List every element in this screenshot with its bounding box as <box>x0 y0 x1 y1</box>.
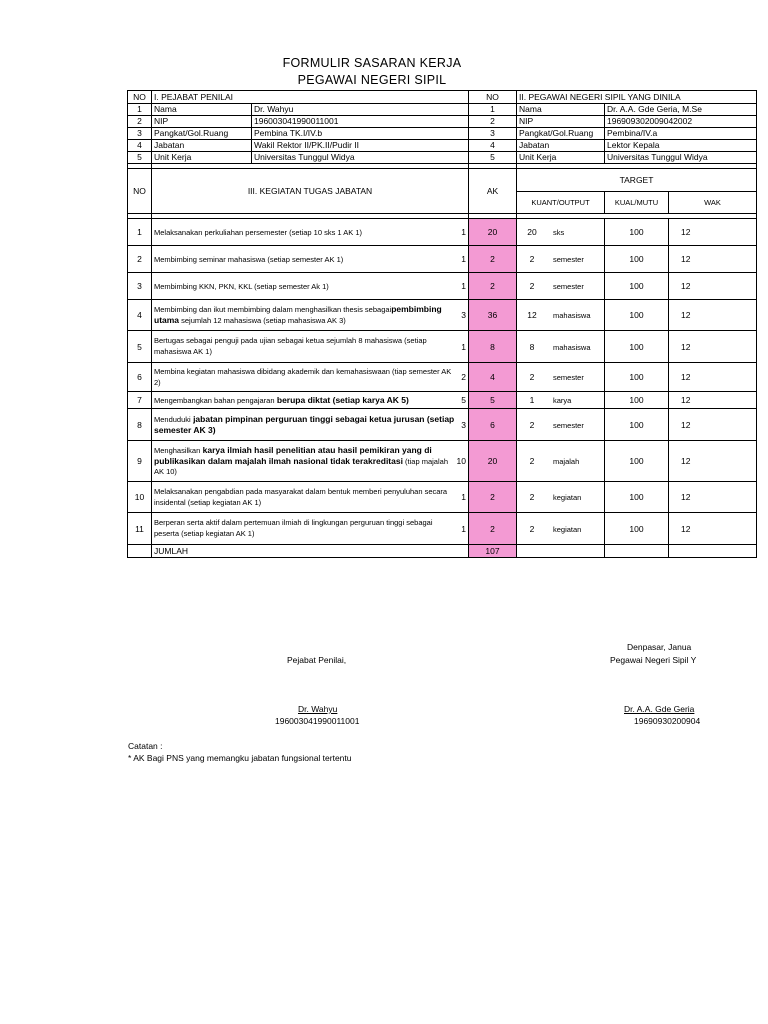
activity-ak: 2 <box>469 482 517 513</box>
info-no: 2 <box>128 116 152 128</box>
form-table <box>127 90 757 558</box>
activity-ak: 2 <box>469 246 517 273</box>
activity-count: 1 <box>461 341 466 352</box>
info-no: 5 <box>128 152 152 164</box>
quantity-value: 1 <box>529 395 535 405</box>
form-sheet <box>127 90 757 558</box>
activity-no: 8 <box>128 409 152 441</box>
activity-quantity <box>517 331 605 363</box>
activity-count: 1 <box>461 523 466 534</box>
quantity-value: 2 <box>529 254 535 264</box>
activity-waktu: 12 <box>669 331 757 363</box>
activity-waktu: 12 <box>669 409 757 441</box>
activity-count: 2 <box>461 372 466 382</box>
pejabat-section-header: I. PEJABAT PENILAI <box>152 91 469 104</box>
activity-no: 10 <box>128 482 152 513</box>
info-label: Unit Kerja <box>152 152 252 164</box>
activity-text-bold: karya ilmiah hasil penelitian atau hasil pemikiran yang di publikasikan dalam majalah ilmah nasional tidak terakreditasi <box>154 445 432 466</box>
activity-mutu: 100 <box>605 363 669 392</box>
activity-quantity <box>517 513 605 545</box>
activity-count: 5 <box>461 395 466 405</box>
activity-no: 6 <box>128 363 152 392</box>
info-label: Nama <box>152 104 252 116</box>
info-label: Pangkat/Gol.Ruang <box>152 128 252 140</box>
activity-row <box>128 363 757 392</box>
activity-row <box>128 300 757 331</box>
activity-waktu: 12 <box>669 273 757 300</box>
pns-info-value: 196909302009042002 <box>605 116 757 128</box>
pns-info-value: Pembina/IV.a <box>605 128 757 140</box>
activity-text-tail: (tiap majalah AK 10) <box>154 457 448 476</box>
activity-waktu: 12 <box>669 300 757 331</box>
activity-mutu: 100 <box>605 409 669 441</box>
quantity-unit: majalah <box>553 457 580 466</box>
activity-waktu: 12 <box>669 482 757 513</box>
quantity-value: 2 <box>529 523 535 534</box>
quantity-unit: semester <box>553 255 584 264</box>
activity-mutu: 100 <box>605 331 669 363</box>
activity-row <box>128 441 757 482</box>
activity-row <box>128 513 757 545</box>
activity-row <box>128 331 757 363</box>
info-row <box>128 128 757 140</box>
quantity-unit: mahasiswa <box>553 311 591 320</box>
activity-description <box>152 219 469 246</box>
pns-info-label: Jabatan <box>517 140 605 152</box>
pns-section-header: II. PEGAWAI NEGERI SIPIL YANG DINILA <box>517 91 757 104</box>
activity-text: Berperan serta aktif dalam pertemuan ilmiah di lingkungan perguruan tinggi sebagai peserta (setiap kegiatan AK 1) <box>154 518 433 538</box>
activity-count: 10 <box>456 456 466 466</box>
activity-description <box>152 441 469 482</box>
activity-ak: 2 <box>469 513 517 545</box>
activity-text: Bertugas sebagai penguji pada ujian sebagai ketua sejumlah 8 mahasiswa (setiap mahasiswa AK 1) <box>154 336 427 356</box>
pejabat-name: Dr. Wahyu <box>298 704 338 714</box>
pns-info-value: Universitas Tunggul Widya <box>605 152 757 164</box>
activity-count: 1 <box>461 227 466 237</box>
activity-ak: 20 <box>469 441 517 482</box>
info-value: Wakil Rektor II/PK.II/Pudir II <box>252 140 469 152</box>
pns-info-label: Nama <box>517 104 605 116</box>
pns-info-no: 4 <box>469 140 517 152</box>
activity-ak: 5 <box>469 392 517 409</box>
activity-quantity <box>517 246 605 273</box>
activity-description <box>152 392 469 409</box>
quantity-unit: sks <box>553 228 565 237</box>
form-title: FORMULIR SASARAN KERJA <box>282 56 462 70</box>
pns-info-no: 5 <box>469 152 517 164</box>
info-value: Dr. Wahyu <box>252 104 469 116</box>
activity-count: 3 <box>461 310 466 320</box>
activity-count: 3 <box>461 419 466 430</box>
info-value: Universitas Tunggul Widya <box>252 152 469 164</box>
activity-no: 2 <box>128 246 152 273</box>
quantity-unit: semester <box>553 282 584 291</box>
quantity-value: 12 <box>527 310 537 320</box>
activity-row <box>128 482 757 513</box>
activity-text-tail: sejumlah 12 mahasiswa (setiap mahasiswa AK 3) <box>179 316 346 325</box>
pns-info-label: Pangkat/Gol.Ruang <box>517 128 605 140</box>
activity-ak: 8 <box>469 331 517 363</box>
pns-name: Dr. A.A. Gde Geria <box>624 704 695 714</box>
activity-description <box>152 363 469 392</box>
activity-ak: 4 <box>469 363 517 392</box>
kuant-output-header: KUANT/OUTPUT <box>517 191 605 214</box>
activity-mutu: 100 <box>605 219 669 246</box>
activity-waktu: 12 <box>669 441 757 482</box>
activity-quantity <box>517 482 605 513</box>
activity-mutu: 100 <box>605 392 669 409</box>
activity-row <box>128 219 757 246</box>
activity-text: Membimbing seminar mahasiswa (setiap semester AK 1) <box>154 254 344 264</box>
quantity-unit: kegiatan <box>553 493 582 502</box>
activity-waktu: 12 <box>669 513 757 545</box>
pejabat-penilai-title: Pejabat Penilai, <box>287 655 347 665</box>
activity-text: Membimbing KKN, PKN, KKL (setiap semester Ak 1) <box>154 281 329 291</box>
activity-no: 5 <box>128 331 152 363</box>
activity-quantity <box>517 409 605 441</box>
target-header: TARGET <box>517 169 757 192</box>
quantity-unit: karya <box>553 396 572 405</box>
activity-text-bold: pembimbing utama <box>154 304 442 325</box>
pns-no-header: NO <box>469 91 517 104</box>
activity-quantity <box>517 392 605 409</box>
activity-description <box>152 409 469 441</box>
activity-text: Mengembangkan bahan pengajaran <box>154 395 275 405</box>
activity-description <box>152 513 469 545</box>
pns-info-value: Lektor Kepala <box>605 140 757 152</box>
activity-quantity <box>517 441 605 482</box>
quantity-unit: semester <box>553 373 584 382</box>
activity-quantity <box>517 219 605 246</box>
info-label: NIP <box>152 116 252 128</box>
activity-row <box>128 392 757 409</box>
activity-no-header: NO <box>128 169 152 214</box>
notes-title: Catatan : <box>128 741 163 751</box>
activity-description <box>152 246 469 273</box>
activity-no: 11 <box>128 513 152 545</box>
activity-row <box>128 273 757 300</box>
activity-no: 7 <box>128 392 152 409</box>
activity-text: Membina kegiatan mahasiswa dibidang akademik dan kemahasiswaan (tiap semester AK 2) <box>154 366 452 387</box>
quantity-unit: semester <box>553 420 584 430</box>
activity-quantity <box>517 273 605 300</box>
pns-info-value: Dr. A.A. Gde Geria, M.Se <box>605 104 757 116</box>
pns-nip: 19690930200904 <box>634 716 701 726</box>
quantity-value: 2 <box>529 419 535 430</box>
activity-mutu: 100 <box>605 441 669 482</box>
activity-text: Membimbing dan ikut membimbing dalam menghasilkan thesis sebagai <box>154 305 392 314</box>
info-value: 196003041990011001 <box>252 116 469 128</box>
activity-text: Melaksanakan pengabdian pada masyarakat dalam bentuk memberi penyuluhan secara insidental (setiap kegiatan AK 1) <box>154 486 448 507</box>
activity-no: 1 <box>128 219 152 246</box>
activity-row <box>128 409 757 441</box>
activity-text-bold: berupa diktat (setiap karya AK 5) <box>274 394 409 405</box>
pns-info-no: 3 <box>469 128 517 140</box>
activity-mutu: 100 <box>605 482 669 513</box>
activity-quantity <box>517 300 605 331</box>
kual-mutu-header: KUAL/MUTU <box>605 191 669 214</box>
activity-description <box>152 300 469 331</box>
activity-quantity <box>517 363 605 392</box>
activity-description <box>152 331 469 363</box>
info-no: 1 <box>128 104 152 116</box>
activity-mutu: 100 <box>605 300 669 331</box>
activity-title-header: III. KEGIATAN TUGAS JABATAN <box>152 169 469 214</box>
place-date: Denpasar, Janua <box>627 642 692 652</box>
activity-ak: 20 <box>469 219 517 246</box>
total-ak: 107 <box>469 545 517 558</box>
activity-count: 1 <box>461 492 466 502</box>
quantity-value: 2 <box>529 281 535 291</box>
activity-text: Menghasilkan <box>154 446 201 455</box>
activity-mutu: 100 <box>605 246 669 273</box>
activity-mutu: 100 <box>605 513 669 545</box>
activity-no: 3 <box>128 273 152 300</box>
activity-text-bold: jabatan pimpinan perguruan tinggi sebagai ketua jurusan (setiap semester AK 3) <box>154 413 455 435</box>
quantity-value: 20 <box>527 227 537 237</box>
form-subtitle: PEGAWAI NEGERI SIPIL <box>297 73 447 87</box>
activity-waktu: 12 <box>669 219 757 246</box>
activity-row <box>128 246 757 273</box>
pns-info-label: Unit Kerja <box>517 152 605 164</box>
activity-text: Menduduki <box>154 414 191 424</box>
pejabat-nip: 196003041990011001 <box>275 716 360 726</box>
pejabat-no-header: NO <box>128 91 152 104</box>
activity-count: 1 <box>461 254 466 264</box>
activity-description <box>152 482 469 513</box>
pns-info-label: NIP <box>517 116 605 128</box>
total-label: JUMLAH <box>152 545 469 558</box>
info-label: Jabatan <box>152 140 252 152</box>
quantity-value: 8 <box>529 341 535 352</box>
quantity-value: 2 <box>529 492 535 502</box>
activity-waktu: 12 <box>669 392 757 409</box>
quantity-value: 2 <box>529 456 535 466</box>
quantity-unit: mahasiswa <box>553 342 591 352</box>
activity-mutu: 100 <box>605 273 669 300</box>
ak-header: AK <box>469 169 517 214</box>
activity-ak: 36 <box>469 300 517 331</box>
quantity-value: 2 <box>529 372 535 382</box>
info-row <box>128 152 757 164</box>
activity-ak: 6 <box>469 409 517 441</box>
info-row <box>128 140 757 152</box>
activity-waktu: 12 <box>669 363 757 392</box>
activity-no: 9 <box>128 441 152 482</box>
info-row <box>128 104 757 116</box>
info-no: 4 <box>128 140 152 152</box>
activity-count: 1 <box>461 281 466 291</box>
notes-line: * AK Bagi PNS yang memangku jabatan fungsional tertentu <box>128 753 352 763</box>
pns-title: Pegawai Negeri Sipil Y <box>610 655 697 665</box>
pns-info-no: 1 <box>469 104 517 116</box>
activity-waktu: 12 <box>669 246 757 273</box>
info-no: 3 <box>128 128 152 140</box>
quantity-unit: kegiatan <box>553 524 582 534</box>
activity-description <box>152 273 469 300</box>
info-value: Pembina TK.I/IV.b <box>252 128 469 140</box>
activity-no: 4 <box>128 300 152 331</box>
info-row <box>128 116 757 128</box>
pns-info-no: 2 <box>469 116 517 128</box>
activity-ak: 2 <box>469 273 517 300</box>
waktu-header: WAK <box>669 191 757 214</box>
activity-text: Melaksanakan perkuliahan persemester (setiap 10 sks 1 AK 1) <box>154 227 363 237</box>
